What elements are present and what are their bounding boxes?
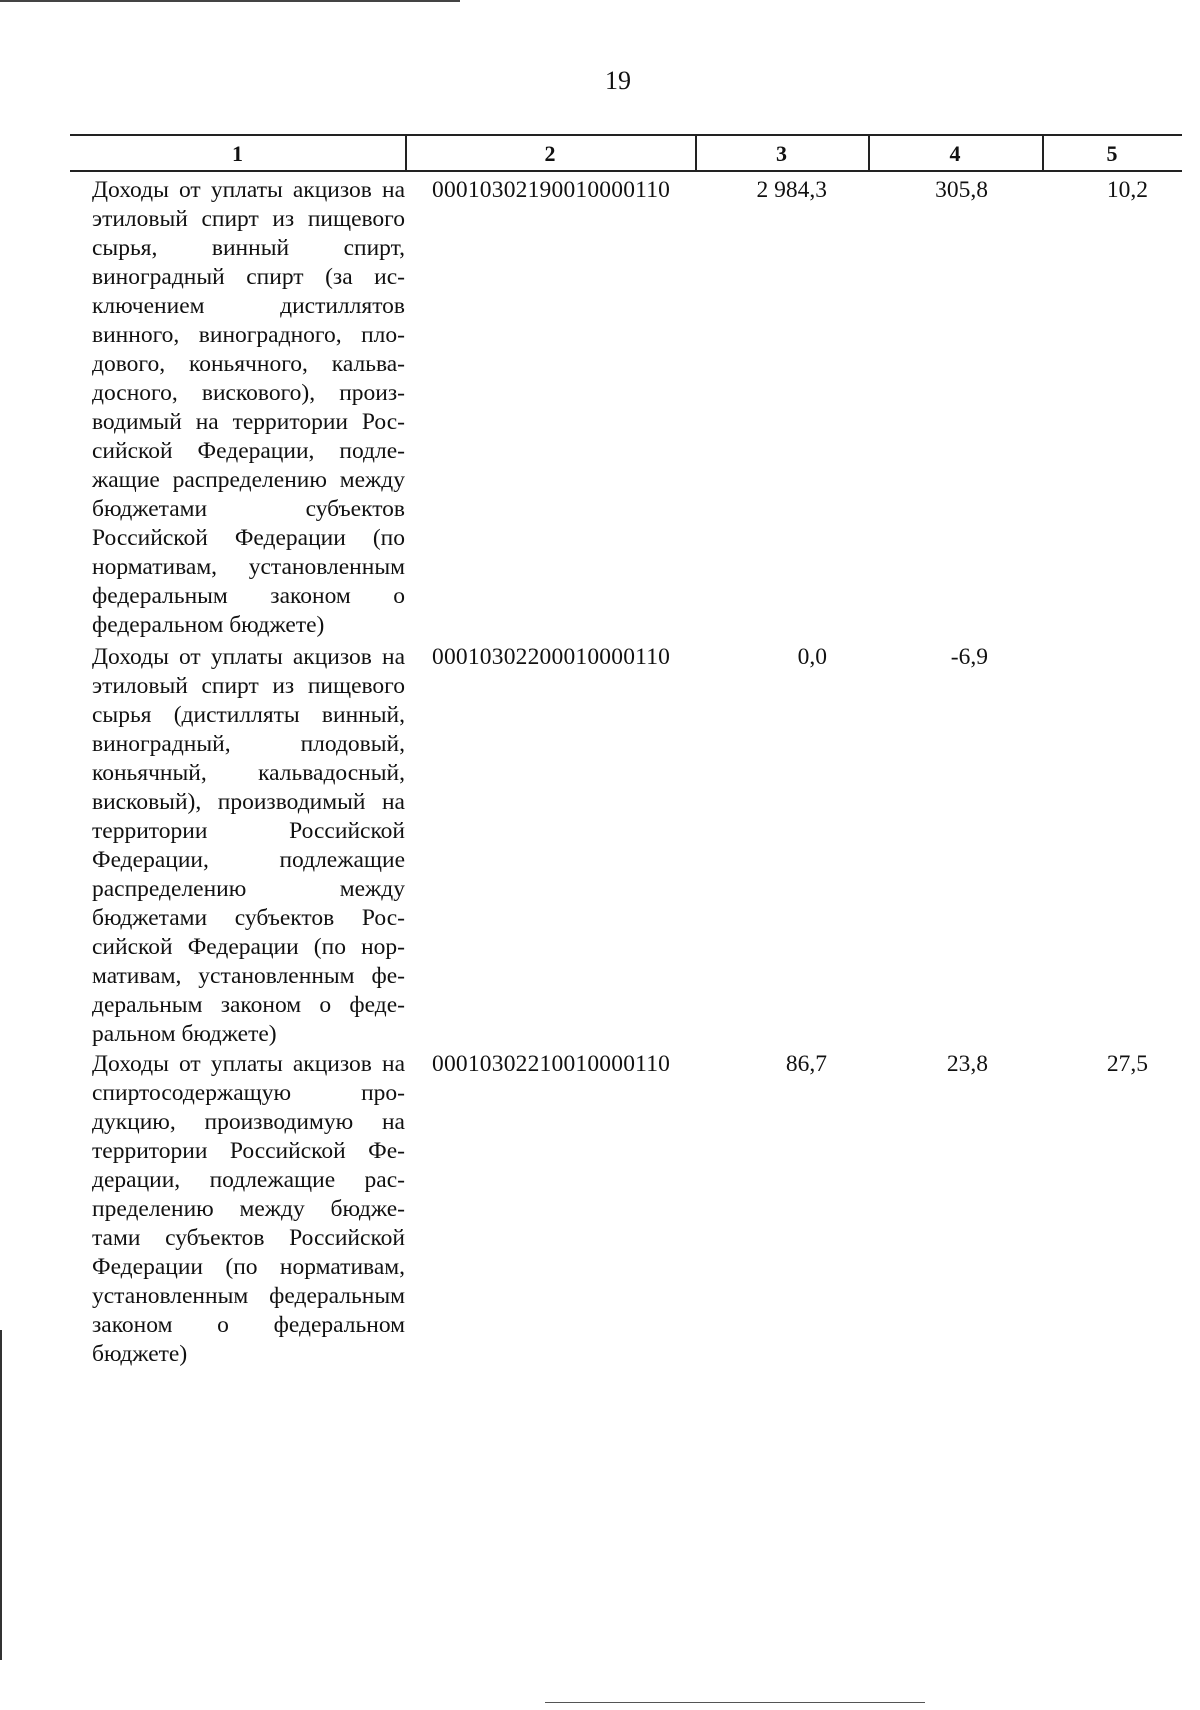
row-description: Доходы от уплаты акцизов на этиловый спирт из пищевого сырья (дистилляты винный, виноградный, плодовый, коньячный, кальвадосный, висковый), производимый на территории Российской Федерации, подлежащие распределению между бюджетами субъектов Российской Федерации (по нормативам, установленным федеральным законом о федеральном бюджете) bbox=[92, 644, 405, 1047]
row-value-col4: -6,9 bbox=[950, 644, 988, 670]
row-value-col3: 86,7 bbox=[785, 1051, 827, 1077]
row-code: 00010302210010000110 bbox=[432, 1051, 671, 1077]
scan-bottom-edge bbox=[545, 1702, 925, 1703]
scan-left-edge bbox=[0, 1330, 2, 1660]
row-value-col3: 2 984,3 bbox=[756, 177, 827, 203]
row-description: Доходы от уплаты акцизов на спиртосодержащую продукцию, производимую на территории Российской Федерации, подлежащие распределению между бюджетами субъектов Российской Федерации (по нормативам, установленным федеральным законом о федеральном бюджете) bbox=[92, 1051, 405, 1367]
row-code: 00010302190010000110 bbox=[432, 177, 671, 203]
row-value-col4: 23,8 bbox=[946, 1051, 988, 1077]
row-value-col3: 0,0 bbox=[797, 644, 827, 670]
row-code: 00010302200010000110 bbox=[432, 644, 671, 670]
column-header-1: 1 bbox=[232, 141, 243, 166]
column-header-4: 4 bbox=[949, 141, 961, 166]
row-value-col4: 305,8 bbox=[935, 177, 988, 203]
row-value-col5: 27,5 bbox=[1106, 1051, 1148, 1077]
row-description: Доходы от уплаты акцизов на этиловый спирт из пищевого сырья, винный спирт, виноградный спирт (за исключением дистиллятов винного, виноградного, плодового, коньячного, кальвадосного, вискового), производимый на территории Российской Федерации, подлежащие распределению между бюджетами субъектов Российской Федерации (по нормативам, установленным федеральным законом о федеральном бюджете) bbox=[92, 177, 405, 638]
page-number: 19 bbox=[605, 66, 631, 95]
scan-top-edge bbox=[0, 0, 460, 2]
column-header-2: 2 bbox=[544, 141, 556, 166]
column-header-3: 3 bbox=[776, 141, 787, 166]
row-value-col5: 10,2 bbox=[1106, 177, 1148, 203]
column-header-5: 5 bbox=[1106, 141, 1118, 166]
